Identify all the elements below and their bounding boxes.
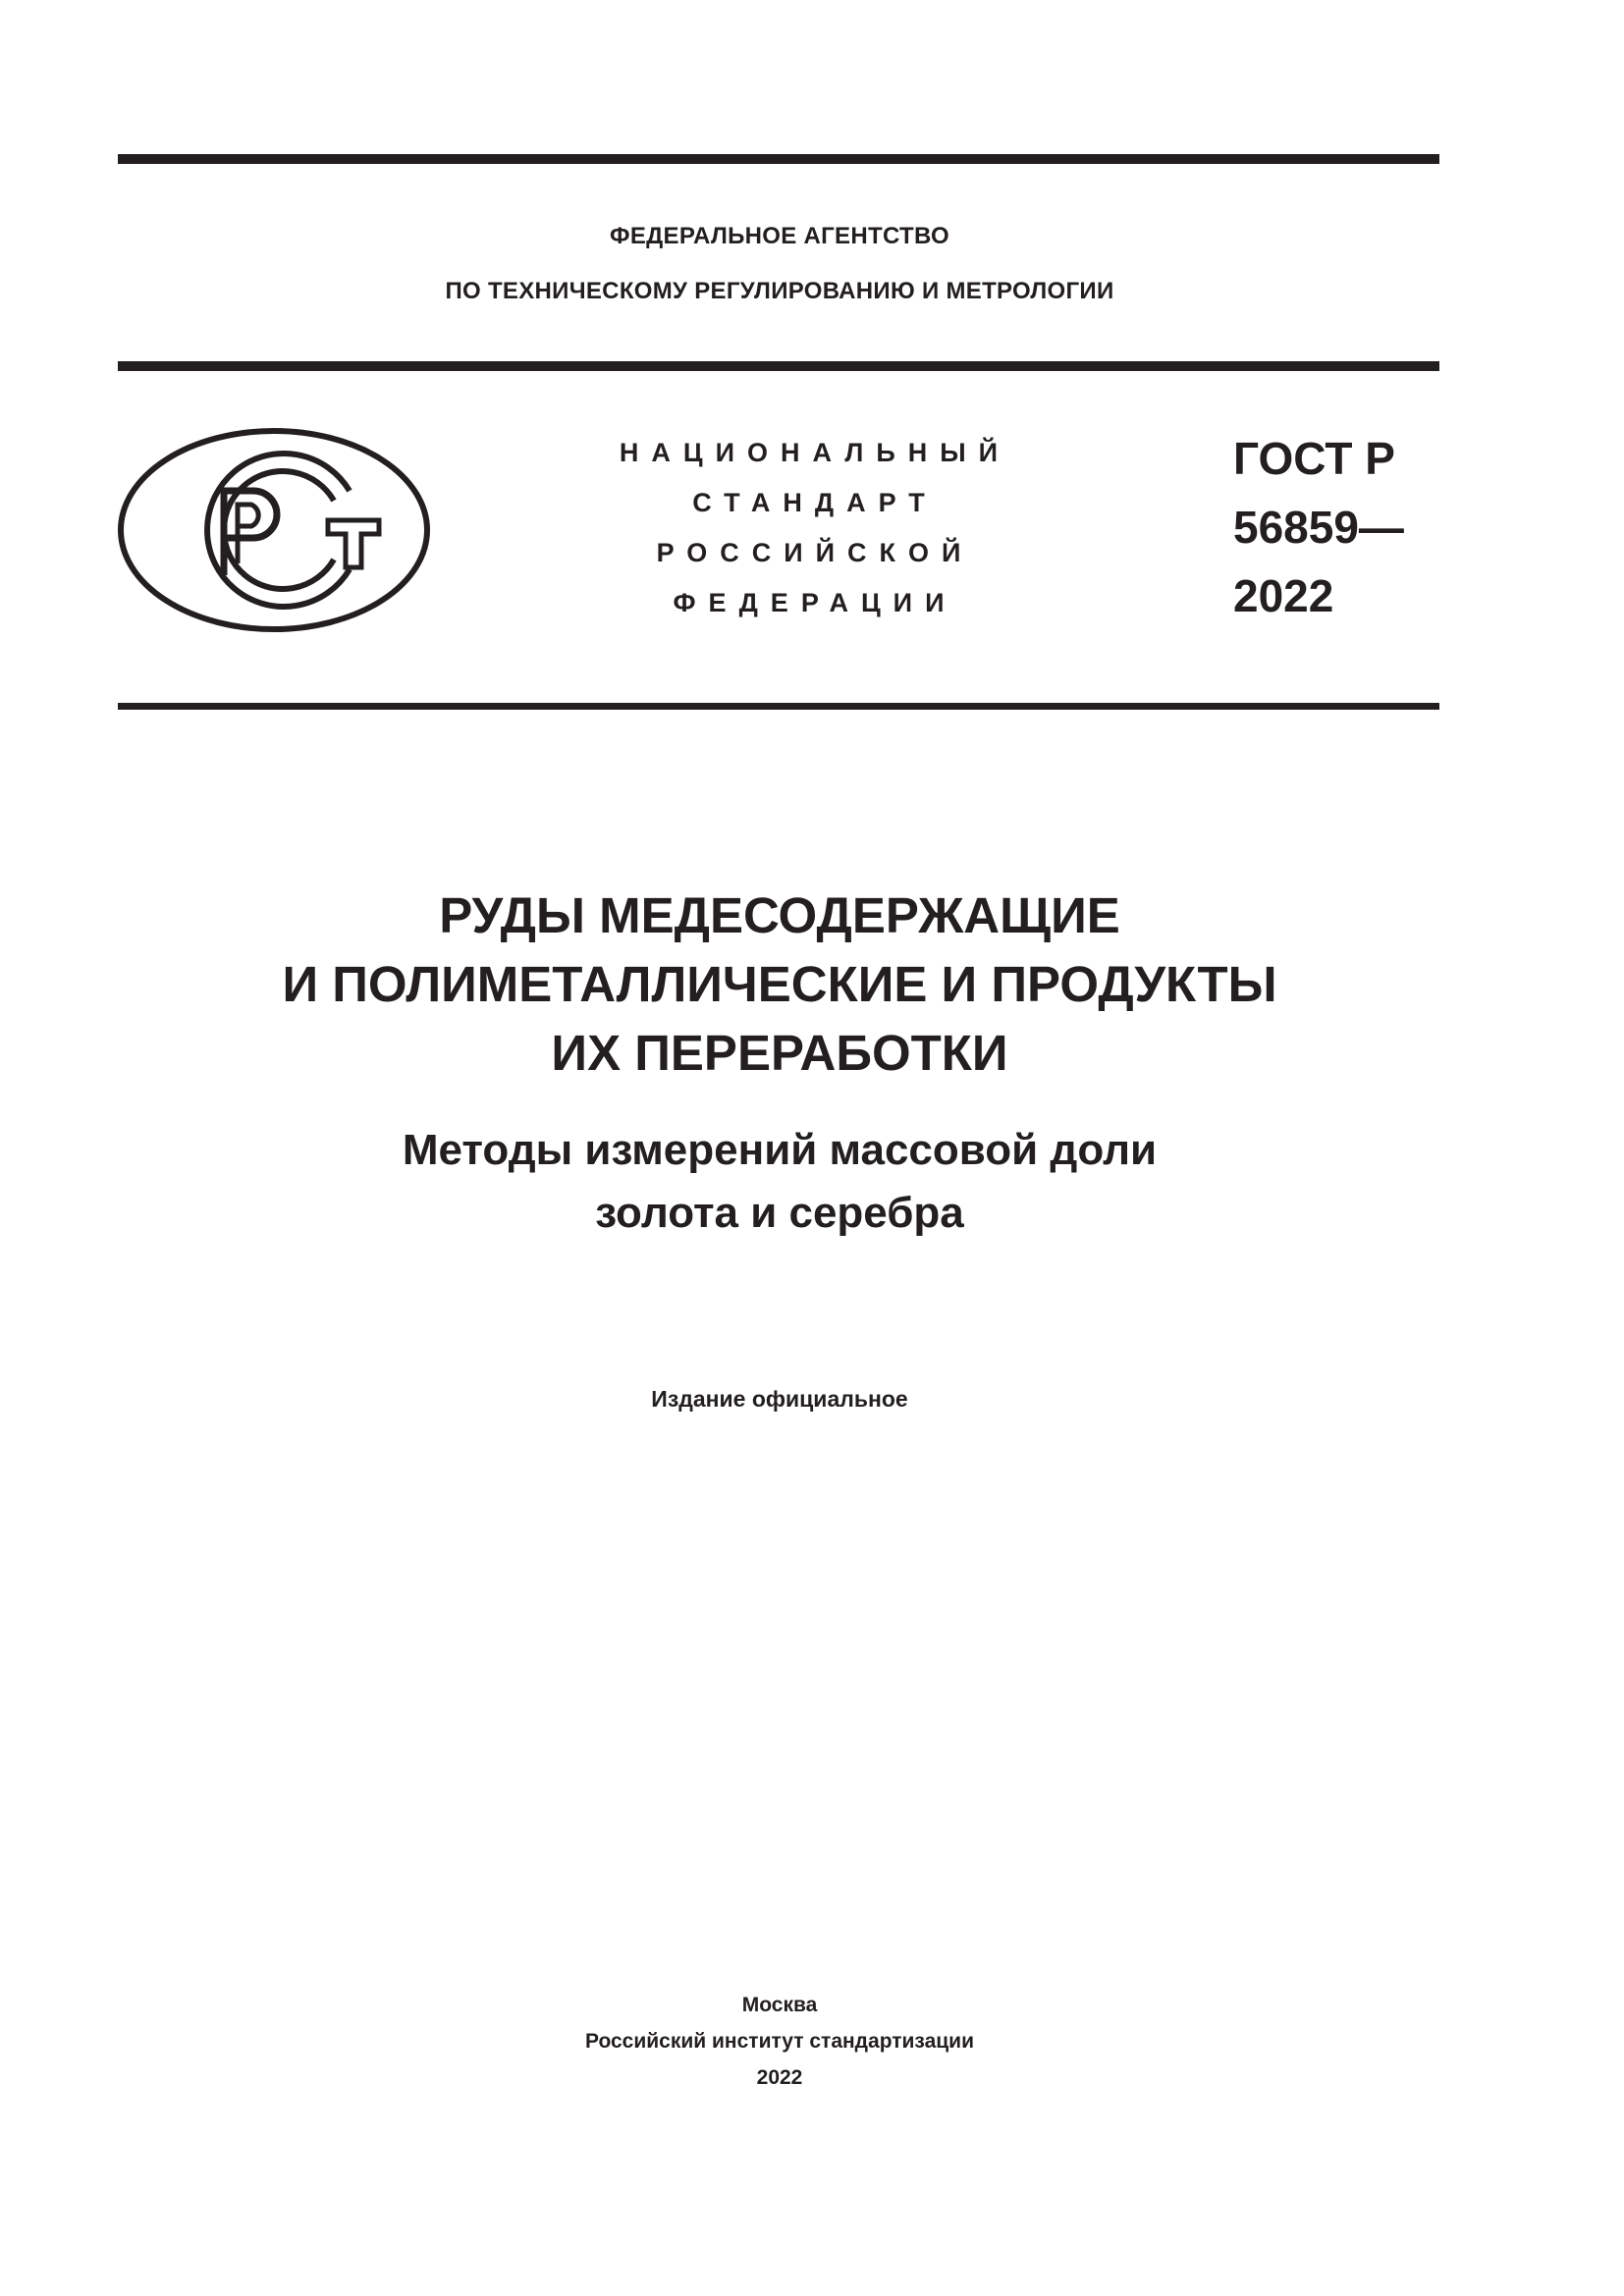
designation-line: РОССИЙСКОЙ: [656, 538, 974, 567]
standard-number-line: 2022: [1233, 570, 1334, 621]
subtitle-line: Методы измерений массовой доли: [402, 1126, 1158, 1174]
imprint-publisher: Российский институт стандартизации: [584, 2030, 975, 2053]
rst-certification-mark-icon: [116, 426, 432, 634]
agency-name-line-2: ПО ТЕХНИЧЕСКОМУ РЕГУЛИРОВАНИЮ И МЕТРОЛОГИИ: [445, 278, 1114, 304]
imprint-year: 2022: [756, 2066, 803, 2089]
document-title: [0, 881, 1559, 1088]
imprint: [0, 1987, 1559, 2096]
top-rule: [118, 154, 1439, 164]
standard-number: [1233, 424, 1404, 630]
standard-number-line: ГОСТ Р: [1233, 433, 1395, 484]
subtitle-line: золота и серебра: [595, 1189, 964, 1237]
designation-line: НАЦИОНАЛЬНЫЙ: [619, 438, 1011, 467]
national-standard-designation: [599, 428, 1031, 628]
edition-note: Издание официальное: [651, 1386, 908, 1412]
designation-line: ФЕДЕРАЦИИ: [673, 588, 957, 617]
middle-rule: [118, 361, 1439, 371]
title-line: И ПОЛИМЕТАЛЛИЧЕСКИЕ И ПРОДУКТЫ: [282, 956, 1277, 1012]
title-line: РУДЫ МЕДЕСОДЕРЖАЩИЕ: [439, 887, 1120, 943]
standard-number-line: 56859—: [1233, 502, 1404, 553]
designation-line: СТАНДАРТ: [692, 488, 938, 517]
document-subtitle: [0, 1119, 1559, 1245]
imprint-city: Москва: [741, 1994, 818, 2016]
bottom-rule: [118, 703, 1439, 710]
title-line: ИХ ПЕРЕРАБОТКИ: [551, 1025, 1008, 1081]
agency-name-line-1: ФЕДЕРАЛЬНОЕ АГЕНТСТВО: [610, 223, 949, 249]
